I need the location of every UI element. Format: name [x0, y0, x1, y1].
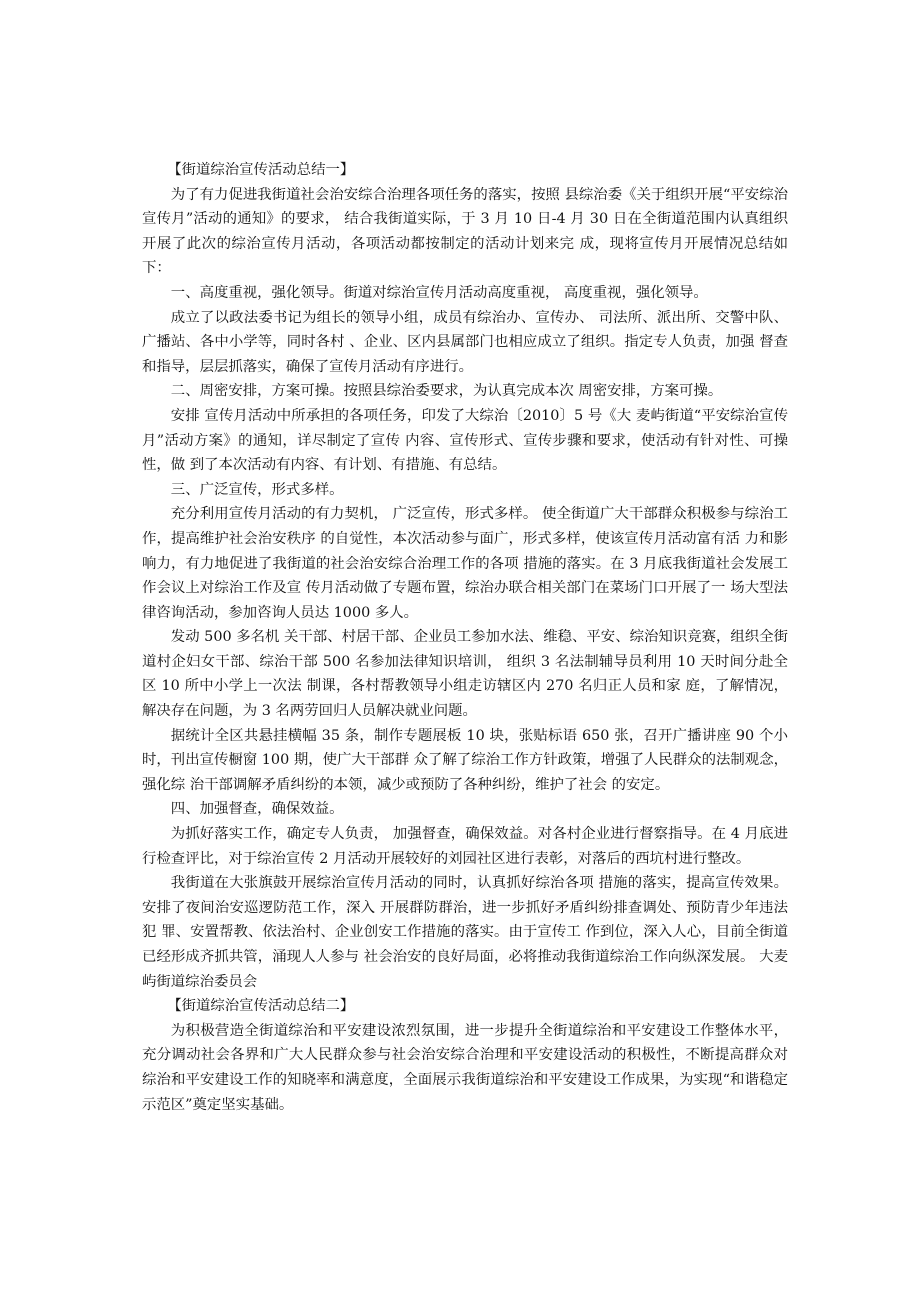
paragraph-publicity: 充分利用宣传月活动的有力契机， 广泛宣传，形式多样。 使全街道广大干部群众积极参与综治工作，提高维护社会治安秩序 的自觉性，本次活动参与面广，形式多样，使该宣传月活动富有活 力和影响力，有力地促进了我街道的社会治安综合治理工作的各项 措施的落实。在 3 月底我街道社会发展工作会议上对综治工作及宣 传月活动做了专题布置，综治办联合相关部门在菜场门口开展了一 场大型法律咨询活动，参加咨询人员达 1000 多人。: [142, 506, 788, 621]
section-heading-summary-two: 【街道综治宣传活动总结二】: [167, 998, 355, 1015]
paragraph-mobilization: 发动 500 多名机 关干部、村居干部、企业员工参加水法、维稳、平安、综治知识竞赛，组织全街道村企妇女干部、综治干部 500 名参加法律知识培训， 组织 3 名法制辅导员利用 10 天时间分赴全区 10 所中小学上一次法 制课，各村帮教领导小组走访辖区内 270 名归正人员和家 庭，了解情况，解决存在问题，为 3 名两劳回归人员解决就业问题。: [142, 629, 788, 720]
section-heading-summary-one: 【街道综治宣传活动总结一】: [167, 162, 355, 178]
paragraph-point-four-heading: 四、加强督查，确保效益。: [170, 801, 344, 818]
paragraph-point-two-heading: 二、周密安排，方案可操。按照县综治委要求，为认真完成本次 周密安排，方案可操。: [170, 383, 723, 400]
paragraph-summary-two-intro: 为积极营造全街道综治和平安建设浓烈氛围，进一步提升全街道综治和平安建设工作整体水平，充分调动社会各界和广大人民群众参与社会治安综合治理和平安建设活动的积极性，不断提高群众对综治和平安建设工作的知晓率和满意度，全面展示我街道综治和平安建设工作成果，为实现“和谐稳定示范区”奠定坚实基础。: [142, 1022, 788, 1113]
document-body: [142, 158, 788, 1117]
paragraph-intro: 为了有力促进我街道社会治安综合治理各项任务的落实，按照 县综治委《关于组织开展“平安综治宣传月”活动的通知》的要求， 结合我街道实际，于 3 月 10 日-4 月 30 日在全街道范围内认真组织 开展了此次的综治宣传月活动，各项活动都按制定的活动计划来完 成，现将宣传月开展情况总结如下：: [142, 186, 788, 277]
paragraph-supervision: 为抓好落实工作，确定专人负责， 加强督查，确保效益。对各村企业进行督察指导。在 4 月底进行检查评比，对于综治宣传 2 月活动开展较好的刘园社区进行表彰，对落后的西坑村进行整改。: [142, 826, 788, 867]
paragraph-statistics: 据统计全区共悬挂横幅 35 条，制作专题展板 10 块，张贴标语 650 张，召开广播讲座 90 个小时，刊出宣传橱窗 100 期，使广大干部群 众了解了综治工作方针政策，增强了人民群众的法制观念，强化综 治干部调解矛盾纠纷的本领，减少或预防了各种纠纷，维护了社会 的安定。: [142, 727, 788, 793]
paragraph-point-three-heading: 三、广泛宣传，形式多样。: [170, 481, 344, 498]
paragraph-point-one-heading: 一、高度重视，强化领导。街道对综治宣传月活动高度重视， 高度重视，强化领导。: [170, 284, 708, 301]
paragraph-conclusion: 我街道在大张旗鼓开展综治宣传月活动的同时，认真抓好综治各项 措施的落实，提高宣传效果。安排了夜间治安巡逻防范工作，深入 开展群防群治，进一步抓好矛盾纠纷排查调处、预防青少年违法犯 罪、安置帮教、依法治村、企业创安工作措施的落实。由于宣传工 作到位，深入人心，目前全街道已经形成齐抓共管，涌现人人参与 社会治安的良好局面，必将推动我街道综治工作向纵深发展。 大麦屿街道综治委员会: [142, 875, 788, 990]
paragraph-arrangement: 安排 宣传月活动中所承担的各项任务，印发了大综治〔2010〕5 号《大 麦屿街道“平安综治宣传月”活动方案》的通知，详尽制定了宣传 内容、宣传形式、宣传步骤和要求，使活动有针对性、可操性，做 到了本次活动有内容、有计划、有措施、有总结。: [142, 407, 788, 474]
paragraph-leadership-group: 成立了以政法委书记为组长的领导小组，成员有综治办、宣传办、 司法所、派出所、交警中队、广播站、各中小学等，同时各村 、企业、区内县属部门也相应成立了组织。指定专人负责，加强 督查和指导，层层抓落实，确保了宣传月活动有序进行。: [142, 309, 788, 375]
